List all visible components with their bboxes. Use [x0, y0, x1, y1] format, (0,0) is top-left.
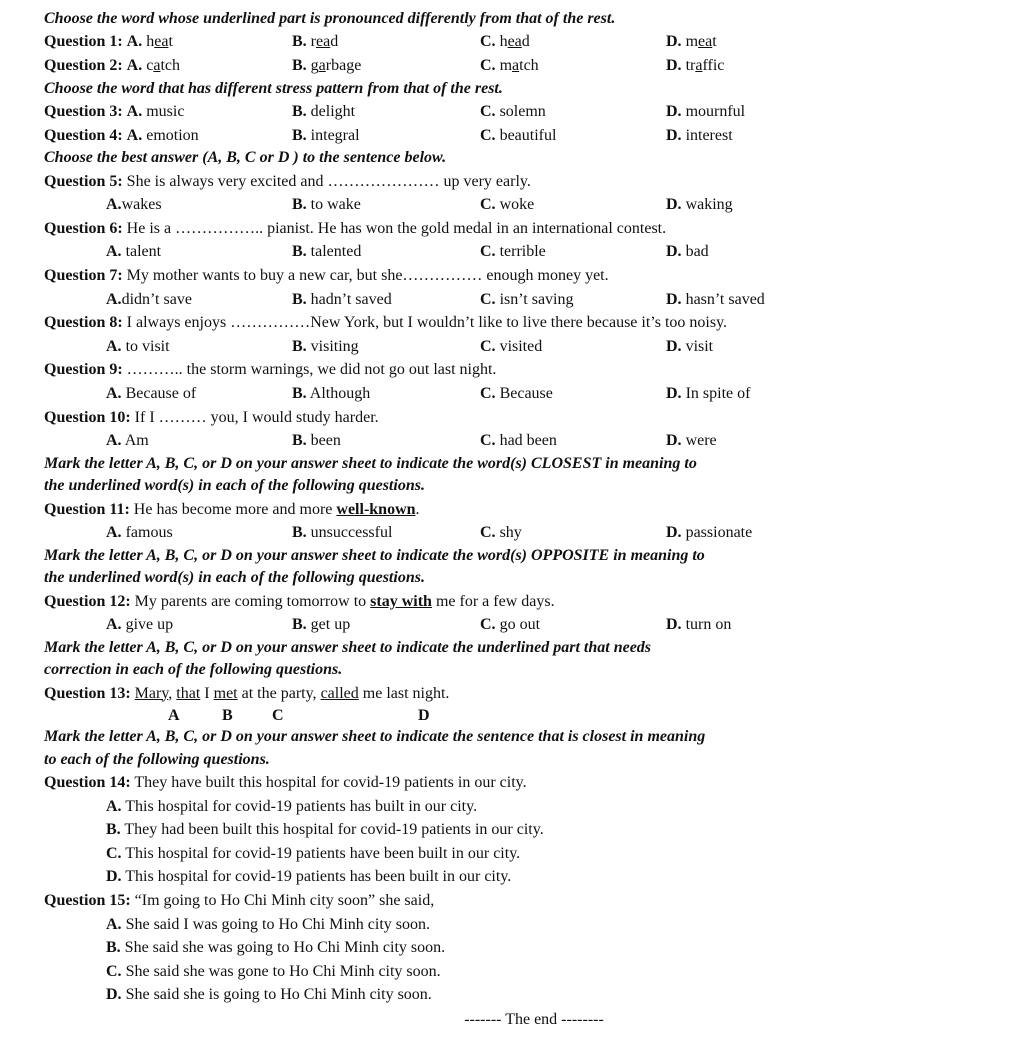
option-a: A. famous	[106, 524, 173, 542]
option-c: C. She said she was gone to Ho Chi Minh city soon.	[106, 962, 441, 980]
question-label: Question 3:	[44, 103, 123, 120]
section-heading-cont: the underlined word(s) in each of the following questions.	[44, 477, 425, 495]
question-3: Question 3: A. music B. delight C. solemn D. mournful	[44, 100, 1024, 124]
section-heading-cont: the underlined word(s) in each of the following questions.	[44, 569, 425, 587]
option-c: C. go out	[480, 616, 541, 634]
section-heading: Choose the word that has different stress pattern from that of the rest.	[44, 79, 503, 97]
question-10-stem: Question 10: If I ……… you, I would study harder.	[44, 408, 379, 426]
option-c: C. isn’t saving	[480, 290, 574, 308]
option-b: B. unsuccessful	[292, 524, 393, 542]
option-a: A. This hospital for covid-19 patients has built in our city.	[106, 797, 478, 815]
option-a: A. Because of	[106, 384, 197, 402]
option-b: B. hadn’t saved	[292, 290, 392, 308]
option-b: B. garbage	[292, 57, 362, 74]
section-heading: Mark the letter A, B, C, or D on your answer sheet to indicate the sentence that is closest in meaning	[44, 728, 706, 746]
question-2: Question 2: A. catch B. garbage C. match D. traffic	[44, 54, 1024, 78]
option-d: D. She said she is going to Ho Chi Minh city soon.	[106, 986, 432, 1004]
option-d: D. meat	[666, 33, 717, 51]
option-b: B. She said she was going to Ho Chi Minh city soon.	[106, 939, 446, 957]
question-7-options	[44, 288, 1024, 312]
option-b: B. They had been built this hospital for covid-19 patients in our city.	[106, 821, 544, 839]
option-d: D. This hospital for covid-19 patients has been built in our city.	[106, 868, 512, 886]
question-9-stem: Question 9: ……….. the storm warnings, we did not go out last night.	[44, 361, 497, 379]
question-label: Question 10:	[44, 408, 131, 426]
option-a: A. Am	[106, 432, 149, 450]
option-a: A. talent	[106, 243, 162, 261]
option-d: D. mournful	[666, 103, 746, 120]
question-label: Question 5:	[44, 172, 123, 190]
part-letter-b: B	[222, 707, 233, 725]
question-13-stem: Question 13: Mary, that I met at the party, called me last night.	[44, 684, 450, 702]
option-c: C. terrible	[480, 243, 546, 261]
question-8-stem: Question 8: I always enjoys ……………New York, but I wouldn’t like to live there because it’s too noisy.	[44, 314, 728, 332]
option-d: D. In spite of	[666, 384, 751, 402]
question-5-options	[44, 193, 1024, 217]
question-4: Question 4: A. emotion B. integral C. beautiful D. interest	[44, 124, 1024, 148]
section-heading: Mark the letter A, B, C, or D on your answer sheet to indicate the word(s) CLOSEST in meaning to	[44, 454, 697, 472]
question-5-stem: Question 5: She is always very excited and ………………… up very early.	[44, 172, 531, 190]
section-heading: Mark the letter A, B, C, or D on your answer sheet to indicate the word(s) OPPOSITE in meaning to	[44, 546, 705, 564]
option-d: D. interest	[666, 126, 733, 144]
option-d: D. bad	[666, 243, 709, 261]
option-b: B. delight	[292, 103, 356, 120]
question-12-options	[44, 613, 1024, 637]
option-b: B. integral	[292, 126, 360, 144]
part-letter-d: D	[418, 707, 430, 725]
question-6-stem: Question 6: He is a …………….. pianist. He has won the gold medal in an international contest.	[44, 219, 667, 237]
option-a: A.didn’t save	[106, 290, 192, 308]
option-d: D. waking	[666, 196, 733, 214]
question-label: Question 2:	[44, 57, 123, 74]
question-label: Question 15:	[44, 891, 131, 909]
question-label: Question 13:	[44, 684, 131, 702]
option-c: C. solemn	[480, 103, 546, 120]
option-d: D. turn on	[666, 616, 732, 634]
question-label: Question 6:	[44, 219, 123, 237]
question-label: Question 4:	[44, 126, 123, 144]
option-c: C. match	[480, 57, 539, 74]
option-b: B. Although	[292, 384, 371, 402]
section-heading-cont: to each of the following questions.	[44, 750, 270, 768]
option-d: D. hasn’t saved	[666, 290, 765, 308]
option-c: C. This hospital for covid-19 patients have been built in our city.	[106, 844, 521, 862]
question-label: Question 12:	[44, 592, 131, 610]
end-marker: ------- The end --------	[464, 1010, 604, 1028]
question-10-options	[44, 429, 1024, 453]
option-c: C. woke	[480, 196, 535, 214]
option-c: C. beautiful	[480, 126, 557, 144]
question-1: Question 1: A. heat B. read C. head D. meat	[44, 30, 1024, 54]
option-c: C. had been	[480, 432, 557, 450]
option-b: B. talented	[292, 243, 362, 261]
question-label: Question 14:	[44, 773, 131, 791]
option-d: D. passionate	[666, 524, 753, 542]
option-c: C. head	[480, 33, 530, 51]
question-label: Question 11:	[44, 500, 130, 518]
option-a: A. She said I was going to Ho Chi Minh city soon.	[106, 915, 430, 933]
section-heading-cont: correction in each of the following questions.	[44, 661, 343, 679]
question-7-stem: Question 7: My mother wants to buy a new car, but she…………… enough money yet.	[44, 266, 609, 284]
question-9-options	[44, 382, 1024, 406]
option-d: D. traffic	[666, 57, 725, 74]
question-8-options	[44, 335, 1024, 359]
option-b: B. visiting	[292, 337, 359, 355]
question-label: Question 1:	[44, 33, 123, 51]
option-d: D. visit	[666, 337, 714, 355]
question-15-stem: Question 15: “Im going to Ho Chi Minh city soon” she said,	[44, 891, 435, 909]
question-14-stem: Question 14: They have built this hospital for covid-19 patients in our city.	[44, 773, 527, 791]
option-b: B. to wake	[292, 196, 361, 214]
question-label: Question 8:	[44, 314, 123, 332]
option-a: A. give up	[106, 616, 174, 634]
question-label: Question 7:	[44, 266, 123, 284]
question-label: Question 9:	[44, 361, 123, 379]
section-heading: Choose the best answer (A, B, C or D ) to the sentence below.	[44, 149, 447, 167]
option-b: B. been	[292, 432, 341, 450]
question-11-options	[44, 521, 1024, 545]
section-heading: Mark the letter A, B, C, or D on your answer sheet to indicate the underlined part that needs	[44, 638, 652, 656]
question-13-part-letters	[44, 705, 1024, 726]
question-6-options	[44, 240, 1024, 264]
part-letter-c: C	[272, 707, 284, 725]
option-b: B. read	[292, 33, 339, 51]
option-a: A. to visit	[106, 337, 170, 355]
question-12-stem: Question 12: My parents are coming tomorrow to stay with me for a few days.	[44, 592, 555, 610]
option-a: A.wakes	[106, 196, 162, 214]
option-c: C. Because	[480, 384, 553, 402]
option-d: D. were	[666, 432, 717, 450]
option-c: C. visited	[480, 337, 543, 355]
section-heading: Choose the word whose underlined part is pronounced differently from that of the rest.	[44, 10, 616, 27]
option-b: B. get up	[292, 616, 351, 634]
option-c: C. shy	[480, 524, 522, 542]
part-letter-a: A	[168, 707, 180, 725]
question-11-stem: Question 11: He has become more and more well-known.	[44, 500, 420, 518]
